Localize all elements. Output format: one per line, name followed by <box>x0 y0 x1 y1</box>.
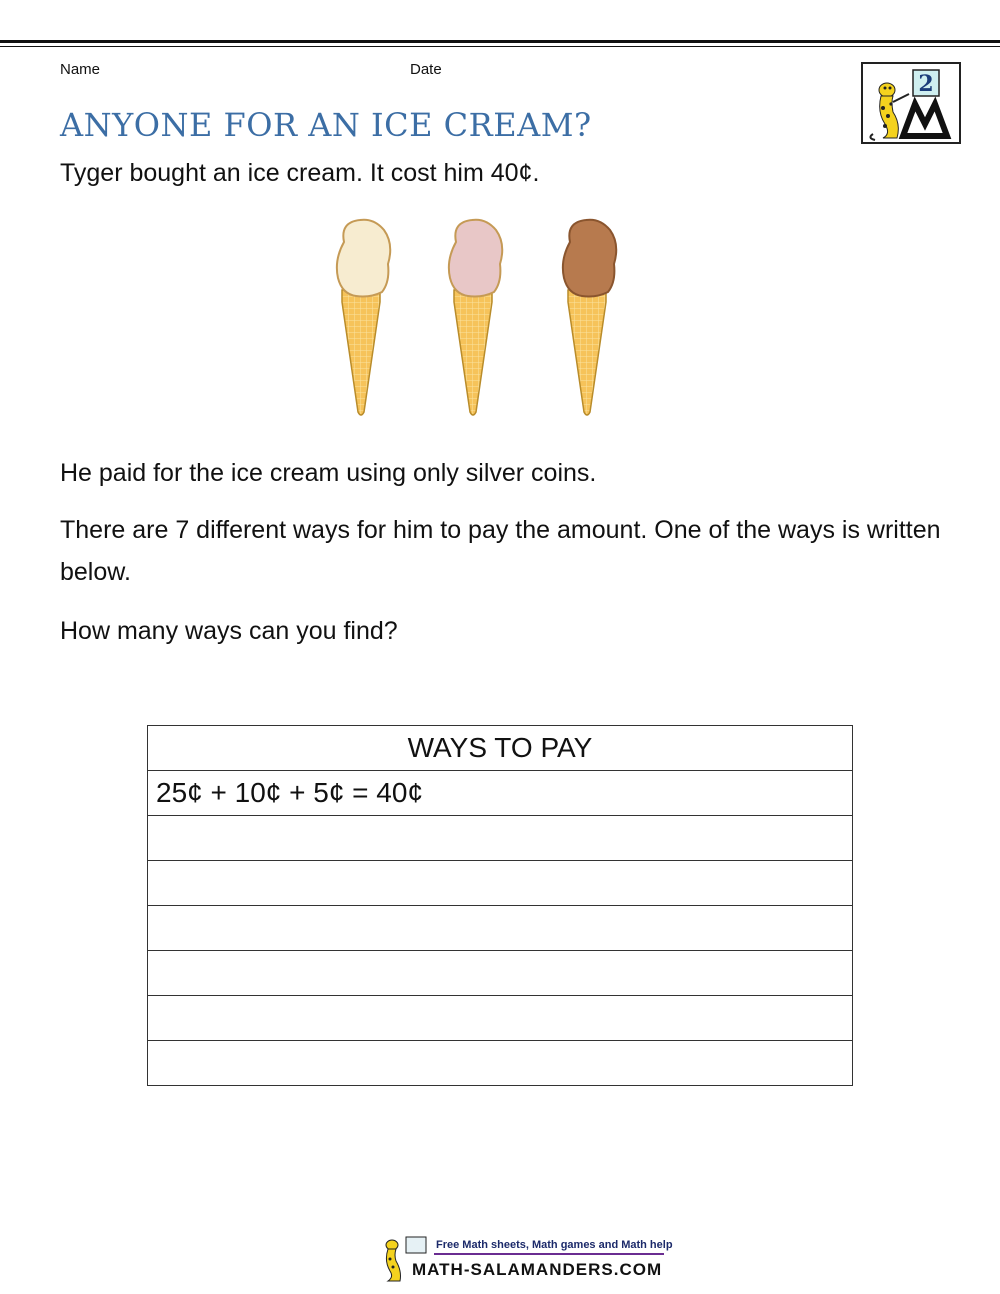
page-title: ANYONE FOR AN ICE CREAM? <box>60 106 592 144</box>
intro-text: Tyger bought an ice cream. It cost him 40¢. <box>60 159 540 187</box>
body-text-question: How many ways can you find? <box>60 617 398 645</box>
top-rule-thin <box>0 46 1000 47</box>
table-row <box>148 861 853 906</box>
top-rule <box>0 40 1000 43</box>
table-cell[interactable] <box>148 906 853 951</box>
table-cell[interactable] <box>148 816 853 861</box>
footer-tagline: Free Math sheets, Math games and Math help <box>436 1239 673 1251</box>
ice-cream-cone-strawberry-icon <box>449 220 502 415</box>
table-cell[interactable] <box>148 996 853 1041</box>
table-cell[interactable]: 25¢ + 10¢ + 5¢ = 40¢ <box>148 771 853 816</box>
table-row <box>148 1041 853 1086</box>
math-salamanders-logo-icon <box>378 1233 678 1283</box>
name-label: Name <box>60 61 101 78</box>
grade-number: 2 <box>918 71 934 97</box>
table-cell[interactable] <box>148 951 853 996</box>
footer-logo <box>378 1233 678 1283</box>
grade-logo <box>861 62 961 144</box>
table-cell[interactable] <box>148 1041 853 1086</box>
table-row <box>148 816 853 861</box>
body-text-coins: He paid for the ice cream using only silver coins. <box>60 459 597 487</box>
date-label: Date <box>410 61 442 78</box>
table-row <box>148 996 853 1041</box>
table-row <box>148 906 853 951</box>
table-row <box>148 771 853 816</box>
footer-site-name: MATH-SALAMANDERS.COM <box>412 1260 663 1279</box>
ice-cream-cone-chocolate-icon <box>563 220 616 415</box>
ice-cream-cones-illustration <box>330 212 670 422</box>
salamander-logo-icon <box>863 64 959 142</box>
ways-to-pay-table <box>147 725 853 1086</box>
table-cell[interactable] <box>148 861 853 906</box>
ice-cream-cone-vanilla-icon <box>337 220 390 415</box>
body-text-ways: There are 7 different ways for him to pay the amount. One of the ways is written below. <box>60 516 941 586</box>
table-row <box>148 951 853 996</box>
table-header: WAYS TO PAY <box>148 726 853 771</box>
